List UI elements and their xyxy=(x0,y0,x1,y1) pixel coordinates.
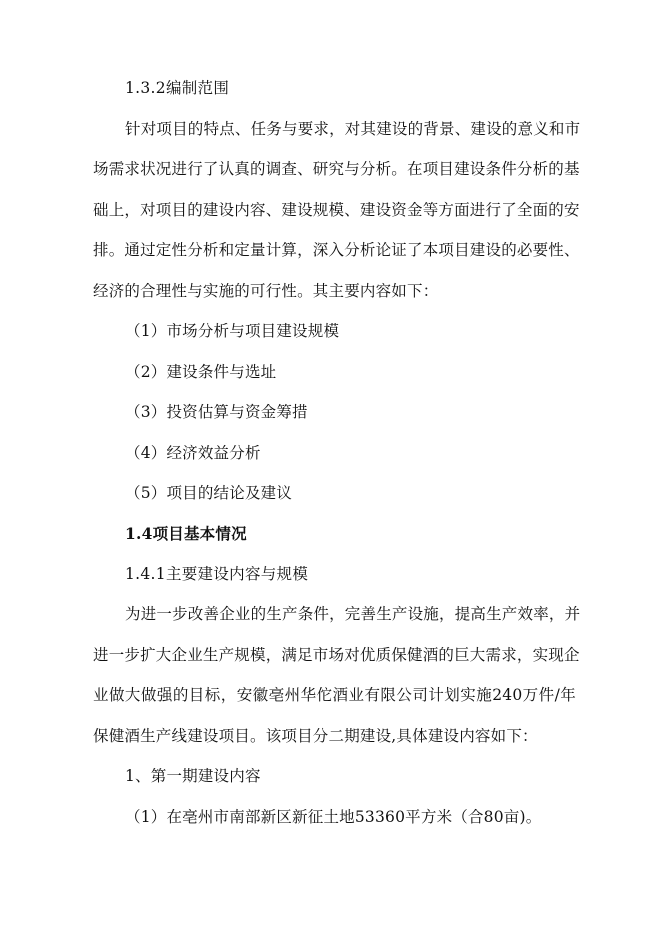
list-item: （3）投资估算与资金筹措 xyxy=(125,403,308,421)
section-heading-1-3-2: 1.3.2编制范围 xyxy=(125,79,230,97)
paragraph-line: 保健酒生产线建设项目。该项目分二期建设,具体建设内容如下： xyxy=(93,727,538,745)
paragraph-line: 场需求状况进行了认真的调查、研究与分析。在项目建设条件分析的基 xyxy=(93,160,580,178)
phase-heading: 1、第一期建设内容 xyxy=(125,767,261,785)
phase-item: （1）在亳州市南部新区新征土地53360平方米（合80亩)。 xyxy=(125,808,542,826)
paragraph-line: 为进一步改善企业的生产条件，完善生产设施，提高生产效率，并 xyxy=(125,605,581,623)
subsection-heading-1-4-1: 1.4.1主要建设内容与规模 xyxy=(125,565,309,583)
list-item: （1）市场分析与项目建设规模 xyxy=(125,322,340,340)
paragraph-line: 进一步扩大企业生产规模，满足市场对优质保健酒的巨大需求，实现企 xyxy=(93,646,580,664)
paragraph-line: 础上，对项目的建设内容、建设规模、建设资金等方面进行了全面的安 xyxy=(93,201,580,219)
section-heading-1-4: 1.4项目基本情况 xyxy=(125,524,247,543)
paragraph-line: 经济的合理性与实施的可行性。其主要内容如下： xyxy=(93,282,439,300)
paragraph-line: 针对项目的特点、任务与要求，对其建设的背景、建设的意义和市 xyxy=(125,120,581,138)
paragraph-line: 业做大做强的目标，安徽亳州华佗酒业有限公司计划实施240万件/年 xyxy=(93,686,576,704)
list-item: （2）建设条件与选址 xyxy=(125,363,277,381)
paragraph-line: 排。通过定性分析和定量计算，深入分析论证了本项目建设的必要性、 xyxy=(93,241,580,259)
list-item: （4）经济效益分析 xyxy=(125,444,261,462)
list-item: （5）项目的结论及建议 xyxy=(125,484,293,502)
